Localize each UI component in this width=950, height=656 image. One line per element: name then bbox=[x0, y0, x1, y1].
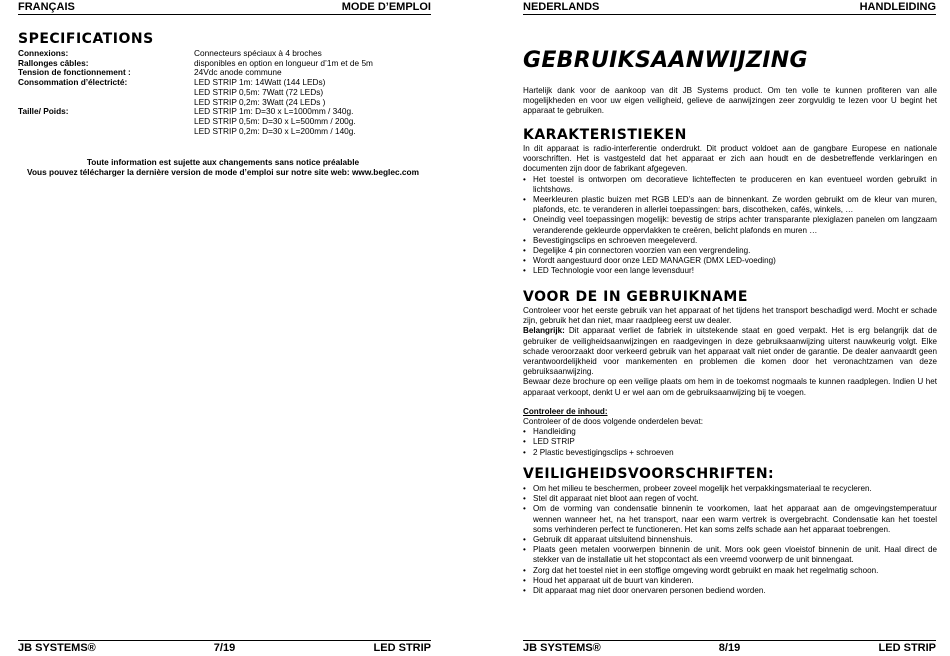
list-item: • Het toestel is ontworpen om decoratieve lichteffecten te produceren en kan eventueel worden gebruikt in lichtshows. bbox=[523, 175, 937, 195]
list-item: • Dit apparaat mag niet door onervaren personen bediend worden. bbox=[523, 586, 937, 596]
spec-value: LED STRIP 0,5m: D=30 x L=500mm / 200g. bbox=[194, 115, 356, 126]
section-title-voor-de-ingebruikname: VOOR DE IN GEBRUIKNAME bbox=[523, 289, 748, 305]
list-item: • Houd het apparaat uit de buurt van kinderen. bbox=[523, 576, 937, 586]
list-item: • Wordt aangestuurd door onze LED MANAGER (DMX LED-voeding) bbox=[523, 256, 937, 266]
page-footer bbox=[523, 640, 936, 655]
footer-page-number: 8/19 bbox=[718, 642, 741, 654]
paragraph: Controleer voor het eerste gebruik van het apparaat of het tijdens het transport beschadigd werd. Mocht er schade zijn, gebruik het dan niet, maar raadpleeg eerst uw dealer. bbox=[523, 306, 937, 326]
page-header bbox=[523, 0, 936, 15]
list-item: • Om de vorming van condensatie binnenin te voorkomen, laat het apparaat aan de omgevingstemperatuur wennen wanneer het, na het transport, naar een warm vertrek is overgebracht. Condensatie kan het toestel soms verhinderen perfect te functioneren. Het kan soms zelfs schade aan het apparaat toebrengen. bbox=[523, 504, 937, 535]
footer-brand: JB SYSTEMS® bbox=[18, 642, 96, 654]
page-title: GEBRUIKSAANWIJZING bbox=[523, 48, 808, 73]
list-item: • Om het milieu te beschermen, probeer zoveel mogelijk het verpakkingsmateriaal te recycleren. bbox=[523, 484, 937, 494]
karakteristieken-text: In dit apparaat is radio-interferentie onderdrukt. Dit product voldoet aan de gangbare Europese en nationale voorschriften. Het is vastgesteld dat het apparaat er zich aan houdt en de desbetreffende verklaringen en documenten zijn door de fabrikant afgegeven. bbox=[523, 144, 937, 174]
spec-value: LED STRIP 1m: D=30 x L=1000mm / 340g. bbox=[194, 106, 354, 117]
paragraph: Bewaar deze brochure op een veilige plaats om hem in de toekomst nogmaals te kunnen raadplegen. Indien U het apparaat verkoopt, denkt U er wel aan om de gebruiksaanwijzing bij te voegen. bbox=[523, 377, 937, 397]
spec-label: Consommation d’électricté: bbox=[18, 77, 128, 88]
spec-value: 24Vdc anode commune bbox=[194, 67, 282, 78]
karakteristieken-section bbox=[523, 144, 937, 277]
specifications-table bbox=[18, 49, 433, 136]
footer-product: LED STRIP bbox=[373, 642, 431, 654]
list-item: • 2 Plastic bevestigingsclips + schroeven bbox=[523, 448, 937, 458]
ingebruikname-section bbox=[523, 306, 937, 458]
header-doc-type: MODE D’EMPLOI bbox=[341, 1, 431, 13]
spec-value: disponibles en option en longueur d’1m et de 5m bbox=[194, 57, 373, 68]
section-title-karakteristieken: KARAKTERISTIEKEN bbox=[523, 127, 687, 143]
change-notice bbox=[18, 157, 428, 177]
spec-label: Tension de fonctionnement : bbox=[18, 67, 131, 78]
header-doc-type: HANDLEIDING bbox=[859, 1, 936, 13]
footer-page-number: 7/19 bbox=[213, 642, 236, 654]
inhoud-text: Controleer of de doos volgende onderdelen bevat: bbox=[523, 417, 703, 427]
spec-label: Rallonges câbles: bbox=[18, 57, 89, 68]
list-item: • Handleiding bbox=[523, 427, 937, 437]
spec-row bbox=[18, 78, 433, 107]
list-item: • LED Technologie voor een lange levensduur! bbox=[523, 266, 937, 276]
veiligheid-section bbox=[523, 484, 937, 596]
page-header bbox=[18, 0, 431, 15]
footer-brand: JB SYSTEMS® bbox=[523, 642, 601, 654]
list-item: • Meerkleuren plastic buizen met RGB LED’s aan de binnenkant. Ze worden gebruikt om de kleur van muren, plafonds, etc. te veranderen in allerlei toepassingen: bars, discotheken, cafés, winkels, … bbox=[523, 195, 937, 215]
page-footer bbox=[18, 640, 431, 655]
spec-value: LED STRIP 0,5m: 7Watt (72 LEDs) bbox=[194, 86, 324, 97]
important-label: Belangrijk: bbox=[523, 326, 565, 336]
safety-list bbox=[523, 484, 937, 596]
section-title-veiligheidsvoorschriften: VEILIGHEIDSVOORSCHRIFTEN: bbox=[523, 466, 775, 482]
list-item: • LED STRIP bbox=[523, 437, 937, 447]
list-item: • Zorg dat het toestel niet in een stoffige omgeving wordt gebruikt en maak het regelmatig schoon. bbox=[523, 566, 937, 576]
list-item: • Plaats geen metalen voorwerpen binnenin de unit. Mors ook geen vloeistof binnenin de unit. Haal direct de stekker van de installatie uit het stopcontact als een vreemd voorwerp de unit binnengaat. bbox=[523, 545, 937, 565]
spec-value: LED STRIP 1m: 14Watt (144 LEDs) bbox=[194, 77, 326, 88]
spec-label: Connexions: bbox=[18, 48, 69, 58]
spec-value: LED STRIP 0,2m: D=30 x L=200mm / 140g. bbox=[194, 125, 356, 136]
header-language: NEDERLANDS bbox=[523, 1, 600, 13]
footer-product: LED STRIP bbox=[878, 642, 936, 654]
list-item: • Bevestigingsclips en schroeven meegeleverd. bbox=[523, 236, 937, 246]
notice-line: Toute information est sujette aux changements sans notice préalable bbox=[86, 157, 360, 167]
spec-row bbox=[18, 107, 433, 136]
right-page bbox=[505, 0, 950, 654]
paragraph bbox=[523, 326, 937, 377]
spec-value: Connecteurs spéciaux à 4 broches bbox=[194, 48, 322, 58]
spec-label: Taille/ Poids: bbox=[18, 106, 69, 117]
inhoud-title: Controleer de inhoud: bbox=[523, 406, 608, 416]
notice-line: Vous pouvez télécharger la dernière version de mode d’emploi sur notre site web: www.beglec.com bbox=[27, 167, 419, 177]
list-item: • Stel dit apparaat niet bloot aan regen of vocht. bbox=[523, 494, 937, 504]
list-item: • Oneindig veel toepassingen mogelijk: bevestig de strips achter transparante plexiglazen panelen om langzaam veranderende gekleurde oppervlakken te creëren, belicht plafonds en muren … bbox=[523, 215, 937, 235]
header-language: FRANÇAIS bbox=[18, 1, 75, 13]
important-text: Dit apparaat verliet de fabriek in uitstekende staat en goed verpakt. Het is erg belangrijk dat de gebruiker de veiligheidsaanwijzingen en raadgevingen in deze gebruiksaanwijzing uiterst nauwkeurig volgt. Elke schade veroorzaakt door verkeerd gebruik van het apparaat valt niet onder de garantie. De dealer aanvaardt geen verantwoordelijkheid voor mankementen en problemen die komen door het veronachtzamen van deze gebruiksaanwijzing. bbox=[523, 326, 937, 377]
left-page bbox=[0, 0, 445, 654]
spec-value: LED STRIP 0,2m: 3Watt (24 LEDs ) bbox=[194, 96, 326, 107]
list-item: • Gebruik dit apparaat uitsluitend binnenshuis. bbox=[523, 535, 937, 545]
list-item: • Degelijke 4 pin connectoren voorzien van een vergrendeling. bbox=[523, 246, 937, 256]
intro-paragraph: Hartelijk dank voor de aankoop van dit JB Systems product. Om ten volle te kunnen profiteren van alle mogelijkheden en voor uw eigen veiligheid, gelieve de aanwijzingen zeer zorgvuldig te lezen voor U begint het apparaat te gebruiken. bbox=[523, 86, 937, 116]
contents-list bbox=[523, 427, 937, 458]
specifications-title: SPECIFICATIONS bbox=[18, 31, 154, 47]
feature-list bbox=[523, 175, 937, 277]
